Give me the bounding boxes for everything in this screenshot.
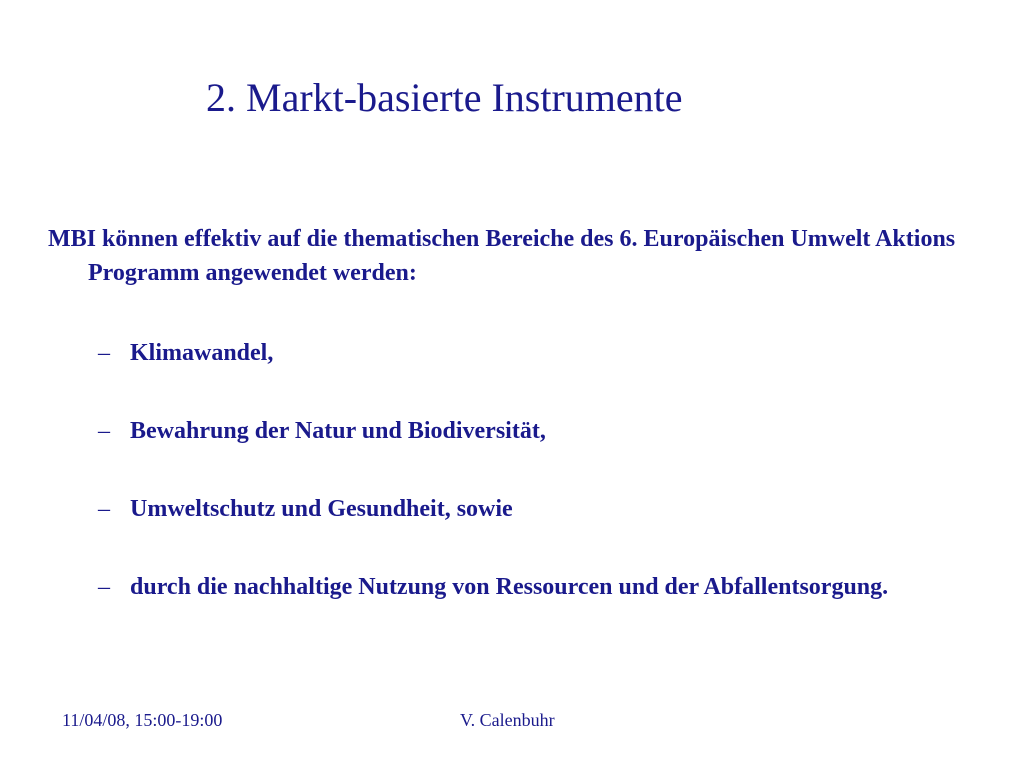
dash-bullet-icon: – <box>98 418 110 444</box>
bullet-text: durch die nachhaltige Nutzung von Ressourcen und der Abfallentsorgung. <box>130 574 889 600</box>
dash-bullet-icon: – <box>98 340 110 366</box>
dash-bullet-icon: – <box>98 574 110 600</box>
bullet-text: Bewahrung der Natur und Biodiversität, <box>130 418 546 444</box>
list-item <box>98 336 918 370</box>
bullet-text: Umweltschutz und Gesundheit, sowie <box>130 496 513 522</box>
slide-title: 2. Markt-basierte Instrumente <box>206 75 683 120</box>
intro-paragraph: MBI können effektiv auf die thematischen Bereiche des 6. Europäischen Umwelt Aktions Programm angewendet werden: <box>48 226 956 286</box>
dash-bullet-icon: – <box>98 496 110 522</box>
footer-date: 11/04/08, 15:00-19:00 <box>62 710 223 730</box>
bullet-list <box>98 336 918 648</box>
list-item <box>98 570 918 604</box>
list-item <box>98 492 918 526</box>
footer-author: V. Calenbuhr <box>460 710 555 730</box>
list-item <box>98 414 918 448</box>
bullet-text: Klimawandel, <box>130 340 274 366</box>
